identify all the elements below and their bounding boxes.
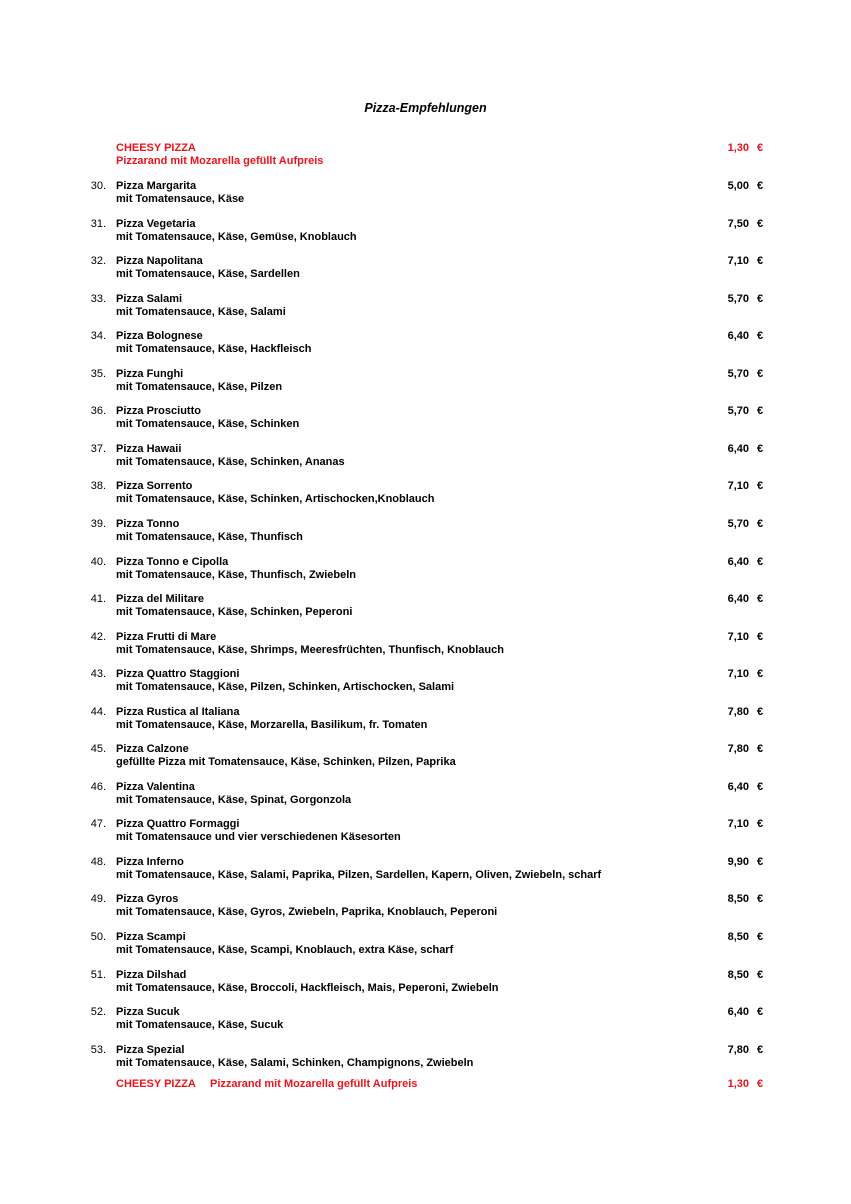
menu-item-number: 43. xyxy=(90,668,106,680)
menu-item-number: 30. xyxy=(90,180,106,192)
menu-item-currency: € xyxy=(757,818,764,830)
menu-item-currency: € xyxy=(757,1044,764,1056)
menu-item xyxy=(0,255,851,287)
menu-item-number: 39. xyxy=(90,518,106,530)
menu-item-currency: € xyxy=(757,743,764,755)
menu-item-price: 8,50 xyxy=(727,893,749,905)
menu-item-price: 7,80 xyxy=(727,706,749,718)
menu-item-name: Pizza Frutti di Mare xyxy=(116,631,217,643)
menu-item xyxy=(0,856,851,888)
menu-item-description: mit Tomatensauce, Käse, Scampi, Knoblauch, extra Käse, scharf xyxy=(116,944,454,956)
menu-item-name: Pizza Inferno xyxy=(116,856,184,868)
menu-item-description: mit Tomatensauce, Käse, Pilzen, Schinken, Artischocken, Salami xyxy=(116,681,455,693)
menu-item xyxy=(0,893,851,925)
menu-item-number: 53. xyxy=(90,1044,106,1056)
menu-item-currency: € xyxy=(757,255,764,267)
menu-item-description: mit Tomatensauce, Käse, Schinken, Peperoni xyxy=(116,606,353,618)
menu-item-price: 6,40 xyxy=(727,781,749,793)
menu-item xyxy=(0,593,851,625)
menu-item-currency: € xyxy=(757,668,764,680)
menu-item-description: mit Tomatensauce, Käse, Spinat, Gorgonzola xyxy=(116,794,352,806)
menu-item-price: 6,40 xyxy=(727,330,749,342)
menu-item xyxy=(0,931,851,963)
menu-item-description: mit Tomatensauce, Käse, Gemüse, Knoblauch xyxy=(116,231,357,243)
menu-item-description: mit Tomatensauce, Käse, Shrimps, Meeresfrüchten, Thunfisch, Knoblauch xyxy=(116,644,504,656)
menu-item-number: 40. xyxy=(90,556,106,568)
menu-item-price: 7,10 xyxy=(727,668,749,680)
menu-item-currency: € xyxy=(757,218,764,230)
menu-item-number: 33. xyxy=(90,293,106,305)
menu-item-number: 51. xyxy=(90,969,106,981)
menu-item xyxy=(0,480,851,512)
menu-item-description: mit Tomatensauce, Käse, Gyros, Zwiebeln, Paprika, Knoblauch, Peperoni xyxy=(116,906,498,918)
menu-item-number: 38. xyxy=(90,480,106,492)
menu-item-name: Pizza Vegetaria xyxy=(116,218,196,230)
menu-item xyxy=(0,218,851,250)
menu-item-name: Pizza Margarita xyxy=(116,180,197,192)
menu-item-description: mit Tomatensauce, Käse, Thunfisch xyxy=(116,531,303,543)
menu-item-currency: € xyxy=(757,781,764,793)
menu-item-currency: € xyxy=(757,969,764,981)
menu-item-number: 50. xyxy=(90,931,106,943)
menu-item-number: 31. xyxy=(90,218,106,230)
menu-item-name: Pizza Tonno xyxy=(116,518,180,530)
footer-item-cheesy-pizza xyxy=(0,1078,851,1092)
menu-item-currency: € xyxy=(757,856,764,868)
menu-item-name: Pizza Valentina xyxy=(116,781,195,793)
menu-item-price: 8,50 xyxy=(727,969,749,981)
menu-item-price: 7,50 xyxy=(727,218,749,230)
header-item-price: 1,30 xyxy=(727,142,749,154)
menu-item-price: 7,10 xyxy=(727,818,749,830)
menu-item-price: 9,90 xyxy=(727,856,749,868)
menu-item xyxy=(0,668,851,700)
menu-item xyxy=(0,330,851,362)
menu-item-number: 34. xyxy=(90,330,106,342)
menu-item-description: mit Tomatensauce, Käse, Morzarella, Basilikum, fr. Tomaten xyxy=(116,719,428,731)
menu-item-description: mit Tomatensauce, Käse, Pilzen xyxy=(116,381,283,393)
menu-item-number: 36. xyxy=(90,405,106,417)
menu-item-number: 46. xyxy=(90,781,106,793)
menu-item-number: 41. xyxy=(90,593,106,605)
menu-item-currency: € xyxy=(757,931,764,943)
menu-item-currency: € xyxy=(757,518,764,530)
menu-item-description: mit Tomatensauce, Käse, Salami, Schinken, Champignons, Zwiebeln xyxy=(116,1057,474,1069)
menu-item-price: 8,50 xyxy=(727,931,749,943)
menu-item-name: Pizza Quattro Staggioni xyxy=(116,668,240,680)
menu-item-name: Pizza Gyros xyxy=(116,893,179,905)
menu-item xyxy=(0,180,851,212)
menu-item-number: 35. xyxy=(90,368,106,380)
menu-item-description: gefüllte Pizza mit Tomatensauce, Käse, Schinken, Pilzen, Paprika xyxy=(116,756,456,768)
menu-item-description: mit Tomatensauce, Käse, Broccoli, Hackfleisch, Mais, Peperoni, Zwiebeln xyxy=(116,982,499,994)
menu-item-description: mit Tomatensauce, Käse, Schinken, Ananas xyxy=(116,456,345,468)
menu-item xyxy=(0,1044,851,1076)
menu-item-currency: € xyxy=(757,368,764,380)
menu-item-description: mit Tomatensauce, Käse, Hackfleisch xyxy=(116,343,312,355)
menu-item-price: 7,10 xyxy=(727,631,749,643)
footer-item-currency: € xyxy=(757,1078,764,1090)
menu-item-name: Pizza Sorrento xyxy=(116,480,193,492)
menu-item-price: 7,80 xyxy=(727,743,749,755)
footer-item-price: 1,30 xyxy=(727,1078,749,1090)
menu-item xyxy=(0,293,851,325)
footer-item-name: CHEESY PIZZA xyxy=(116,1078,196,1090)
menu-item-name: Pizza del Militare xyxy=(116,593,205,605)
menu-item-name: Pizza Bolognese xyxy=(116,330,203,342)
menu-item-number: 48. xyxy=(90,856,106,868)
menu-item-description: mit Tomatensauce und vier verschiedenen Käsesorten xyxy=(116,831,401,843)
menu-item-currency: € xyxy=(757,443,764,455)
menu-item-description: mit Tomatensauce, Käse, Schinken, Artischocken,Knoblauch xyxy=(116,493,435,505)
menu-item-currency: € xyxy=(757,180,764,192)
menu-item-number: 49. xyxy=(90,893,106,905)
header-item-desc: Pizzarand mit Mozarella gefüllt Aufpreis xyxy=(116,155,324,167)
menu-item-price: 5,70 xyxy=(727,518,749,530)
header-item-cheesy-pizza xyxy=(0,142,851,174)
menu-item-description: mit Tomatensauce, Käse, Salami, Paprika, Pilzen, Sardellen, Kapern, Oliven, Zwiebeln, scharf xyxy=(116,869,602,881)
header-item-name: CHEESY PIZZA xyxy=(116,142,196,154)
menu-item xyxy=(0,556,851,588)
menu-item-name: Pizza Rustica al Italiana xyxy=(116,706,240,718)
menu-item-name: Pizza Calzone xyxy=(116,743,189,755)
menu-item xyxy=(0,781,851,813)
menu-item-price: 6,40 xyxy=(727,556,749,568)
menu-item-price: 5,70 xyxy=(727,293,749,305)
menu-item-currency: € xyxy=(757,1006,764,1018)
menu-item-number: 52. xyxy=(90,1006,106,1018)
menu-item xyxy=(0,405,851,437)
menu-item xyxy=(0,706,851,738)
menu-item-description: mit Tomatensauce, Käse, Thunfisch, Zwiebeln xyxy=(116,569,357,581)
menu-item-currency: € xyxy=(757,405,764,417)
menu-item-currency: € xyxy=(757,593,764,605)
menu-item-number: 45. xyxy=(90,743,106,755)
menu-item-price: 5,00 xyxy=(727,180,749,192)
menu-item-description: mit Tomatensauce, Käse, Sardellen xyxy=(116,268,300,280)
footer-item-desc: Pizzarand mit Mozarella gefüllt Aufpreis xyxy=(210,1078,418,1090)
menu-item-name: Pizza Tonno e Cipolla xyxy=(116,556,229,568)
menu-item-currency: € xyxy=(757,480,764,492)
menu-item-name: Pizza Spezial xyxy=(116,1044,185,1056)
menu-item xyxy=(0,743,851,775)
menu-item-currency: € xyxy=(757,706,764,718)
menu-item-price: 6,40 xyxy=(727,443,749,455)
menu-item-price: 6,40 xyxy=(727,1006,749,1018)
menu-item-number: 44. xyxy=(90,706,106,718)
menu-item-price: 5,70 xyxy=(727,368,749,380)
menu-item-description: mit Tomatensauce, Käse, Salami xyxy=(116,306,286,318)
menu-item-name: Pizza Quattro Formaggi xyxy=(116,818,240,830)
menu-item-price: 6,40 xyxy=(727,593,749,605)
menu-item-currency: € xyxy=(757,330,764,342)
menu-item-name: Pizza Hawaii xyxy=(116,443,182,455)
menu-item xyxy=(0,443,851,475)
menu-item-currency: € xyxy=(757,893,764,905)
menu-item-price: 7,10 xyxy=(727,255,749,267)
menu-item-number: 37. xyxy=(90,443,106,455)
page-title: Pizza-Empfehlungen xyxy=(364,101,487,115)
menu-item-name: Pizza Napolitana xyxy=(116,255,203,267)
menu-item-price: 5,70 xyxy=(727,405,749,417)
menu-item xyxy=(0,1006,851,1038)
menu-item-description: mit Tomatensauce, Käse, Sucuk xyxy=(116,1019,284,1031)
menu-item-name: Pizza Scampi xyxy=(116,931,186,943)
menu-item xyxy=(0,818,851,850)
menu-item-number: 42. xyxy=(90,631,106,643)
menu-item-currency: € xyxy=(757,631,764,643)
menu-item xyxy=(0,518,851,550)
menu-item xyxy=(0,969,851,1001)
menu-item-name: Pizza Salami xyxy=(116,293,183,305)
menu-item-currency: € xyxy=(757,293,764,305)
menu-item-name: Pizza Prosciutto xyxy=(116,405,201,417)
menu-item-price: 7,10 xyxy=(727,480,749,492)
menu-item xyxy=(0,631,851,663)
header-item-currency: € xyxy=(757,142,764,154)
menu-item xyxy=(0,368,851,400)
menu-item-name: Pizza Sucuk xyxy=(116,1006,180,1018)
menu-item-number: 32. xyxy=(90,255,106,267)
menu-item-description: mit Tomatensauce, Käse, Schinken xyxy=(116,418,300,430)
menu-item-currency: € xyxy=(757,556,764,568)
menu-item-description: mit Tomatensauce, Käse xyxy=(116,193,245,205)
menu-item-name: Pizza Funghi xyxy=(116,368,184,380)
menu-item-price: 7,80 xyxy=(727,1044,749,1056)
menu-item-name: Pizza Dilshad xyxy=(116,969,187,981)
menu-item-number: 47. xyxy=(90,818,106,830)
